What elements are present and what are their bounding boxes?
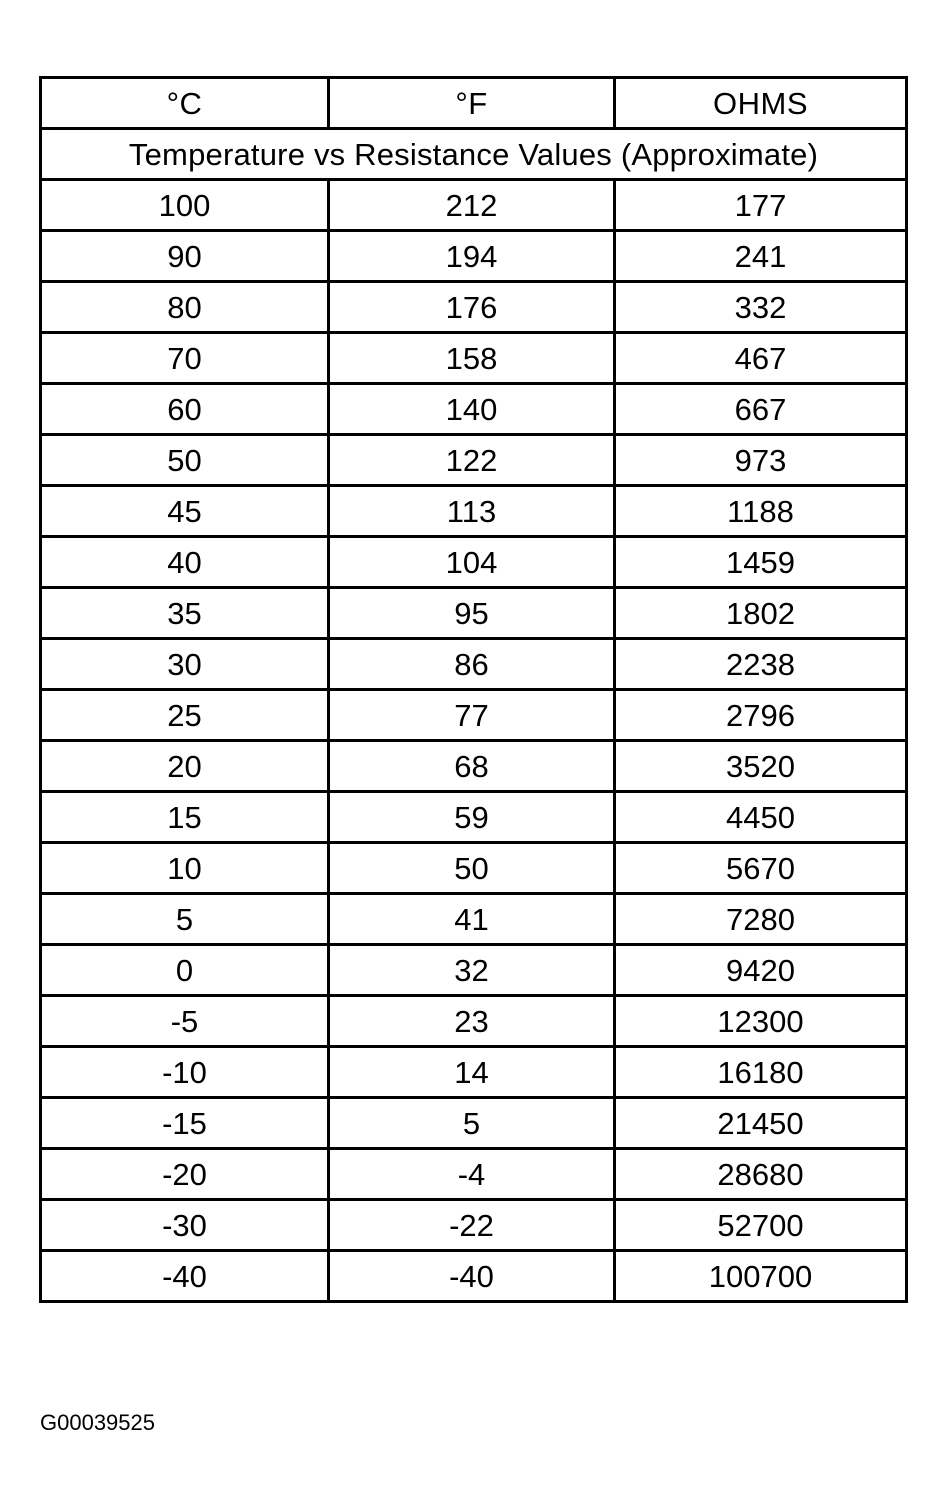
cell-ohms: 12300 xyxy=(615,996,907,1047)
temperature-resistance-table xyxy=(39,76,908,1303)
cell-ohms: 1802 xyxy=(615,588,907,639)
cell-fahrenheit: 32 xyxy=(329,945,615,996)
cell-ohms: 467 xyxy=(615,333,907,384)
table-row xyxy=(41,741,907,792)
cell-fahrenheit: 86 xyxy=(329,639,615,690)
cell-fahrenheit: 14 xyxy=(329,1047,615,1098)
table-row xyxy=(41,384,907,435)
cell-fahrenheit: 176 xyxy=(329,282,615,333)
cell-fahrenheit: 95 xyxy=(329,588,615,639)
table-row xyxy=(41,1251,907,1302)
table-header xyxy=(41,78,907,180)
cell-fahrenheit: 113 xyxy=(329,486,615,537)
cell-fahrenheit: 59 xyxy=(329,792,615,843)
cell-fahrenheit: 77 xyxy=(329,690,615,741)
table-row xyxy=(41,690,907,741)
cell-ohms: 3520 xyxy=(615,741,907,792)
cell-celsius: 10 xyxy=(41,843,329,894)
cell-celsius: 15 xyxy=(41,792,329,843)
cell-ohms: 16180 xyxy=(615,1047,907,1098)
cell-celsius: 5 xyxy=(41,894,329,945)
cell-celsius: 80 xyxy=(41,282,329,333)
table-row xyxy=(41,945,907,996)
table-row xyxy=(41,843,907,894)
cell-celsius: 0 xyxy=(41,945,329,996)
cell-fahrenheit: 41 xyxy=(329,894,615,945)
title-row xyxy=(41,129,907,180)
cell-celsius: 60 xyxy=(41,384,329,435)
table-row xyxy=(41,282,907,333)
cell-fahrenheit: 140 xyxy=(329,384,615,435)
table-row xyxy=(41,588,907,639)
cell-fahrenheit: -4 xyxy=(329,1149,615,1200)
header-row xyxy=(41,78,907,129)
table-row xyxy=(41,1149,907,1200)
cell-ohms: 5670 xyxy=(615,843,907,894)
cell-fahrenheit: 23 xyxy=(329,996,615,1047)
cell-celsius: -10 xyxy=(41,1047,329,1098)
cell-celsius: 40 xyxy=(41,537,329,588)
cell-fahrenheit: 158 xyxy=(329,333,615,384)
cell-ohms: 7280 xyxy=(615,894,907,945)
cell-ohms: 1188 xyxy=(615,486,907,537)
cell-ohms: 241 xyxy=(615,231,907,282)
cell-ohms: 332 xyxy=(615,282,907,333)
table-row xyxy=(41,792,907,843)
cell-ohms: 52700 xyxy=(615,1200,907,1251)
table-row xyxy=(41,1098,907,1149)
cell-ohms: 4450 xyxy=(615,792,907,843)
cell-celsius: -30 xyxy=(41,1200,329,1251)
cell-ohms: 21450 xyxy=(615,1098,907,1149)
cell-celsius: 20 xyxy=(41,741,329,792)
cell-fahrenheit: 212 xyxy=(329,180,615,231)
cell-fahrenheit: 122 xyxy=(329,435,615,486)
cell-fahrenheit: 50 xyxy=(329,843,615,894)
header-ohms: OHMS xyxy=(615,78,907,129)
figure-id: G00039525 xyxy=(40,1410,155,1435)
cell-ohms: 28680 xyxy=(615,1149,907,1200)
table-row xyxy=(41,333,907,384)
temperature-resistance-table-container xyxy=(39,76,905,1303)
cell-ohms: 100700 xyxy=(615,1251,907,1302)
cell-celsius: -5 xyxy=(41,996,329,1047)
cell-ohms: 1459 xyxy=(615,537,907,588)
cell-ohms: 177 xyxy=(615,180,907,231)
cell-celsius: 35 xyxy=(41,588,329,639)
table-row xyxy=(41,486,907,537)
cell-ohms: 9420 xyxy=(615,945,907,996)
cell-ohms: 667 xyxy=(615,384,907,435)
header-celsius: °C xyxy=(41,78,329,129)
table-row xyxy=(41,537,907,588)
cell-fahrenheit: 194 xyxy=(329,231,615,282)
cell-fahrenheit: -22 xyxy=(329,1200,615,1251)
cell-ohms: 2796 xyxy=(615,690,907,741)
cell-celsius: 90 xyxy=(41,231,329,282)
cell-celsius: -20 xyxy=(41,1149,329,1200)
cell-celsius: -15 xyxy=(41,1098,329,1149)
table-row xyxy=(41,231,907,282)
cell-fahrenheit: 104 xyxy=(329,537,615,588)
table-row xyxy=(41,180,907,231)
cell-fahrenheit: 68 xyxy=(329,741,615,792)
cell-celsius: 100 xyxy=(41,180,329,231)
cell-ohms: 2238 xyxy=(615,639,907,690)
table-row xyxy=(41,1200,907,1251)
table-title: Temperature vs Resistance Values (Approximate) xyxy=(41,129,907,180)
cell-celsius: 30 xyxy=(41,639,329,690)
cell-celsius: 45 xyxy=(41,486,329,537)
cell-fahrenheit: 5 xyxy=(329,1098,615,1149)
table-row xyxy=(41,435,907,486)
header-fahrenheit: °F xyxy=(329,78,615,129)
table-row xyxy=(41,639,907,690)
cell-celsius: 50 xyxy=(41,435,329,486)
table-row xyxy=(41,996,907,1047)
cell-celsius: 25 xyxy=(41,690,329,741)
cell-celsius: 70 xyxy=(41,333,329,384)
cell-fahrenheit: -40 xyxy=(329,1251,615,1302)
table-row xyxy=(41,894,907,945)
cell-ohms: 973 xyxy=(615,435,907,486)
table-body xyxy=(41,180,907,1302)
table-row xyxy=(41,1047,907,1098)
cell-celsius: -40 xyxy=(41,1251,329,1302)
